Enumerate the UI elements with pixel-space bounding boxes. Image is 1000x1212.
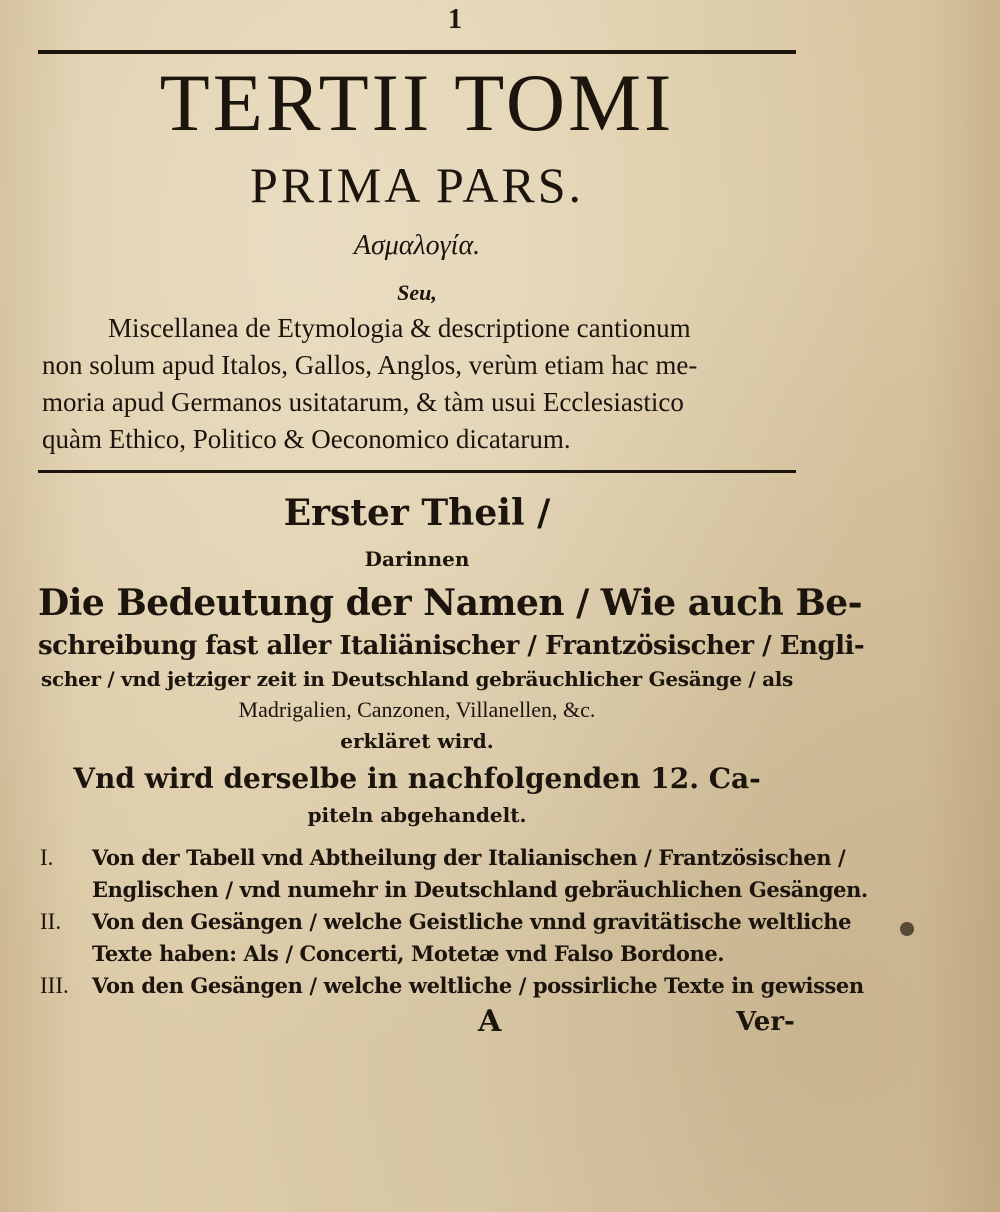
chapter-entry bbox=[40, 970, 864, 1002]
page-subtitle: PRIMA PARS. bbox=[249, 157, 585, 213]
chapter-text-line: Texte haben: Als / Concerti, Motetæ vnd Falso Bordone. bbox=[92, 941, 725, 966]
top-rule bbox=[38, 50, 796, 54]
signature-mark: A bbox=[478, 1004, 502, 1039]
german-line: Die Bedeutung der Namen / Wie auch Be- bbox=[38, 582, 863, 624]
page-title: TERTII TOMI bbox=[159, 57, 675, 148]
chapters-line: Vnd wird derselbe in nachfolgenden 12. Ca- bbox=[73, 762, 761, 795]
chapter-text-line: Von den Gesängen / welche Geistliche vnnd gravitätische weltliche bbox=[92, 909, 852, 934]
chapter-number: II. bbox=[40, 909, 62, 934]
german-line: erkläret wird. bbox=[340, 729, 494, 753]
chapter-text-line: Englischen / vnd numehr in Deutschland gebräuchlichen Gesängen. bbox=[92, 877, 868, 902]
darinnen-label: Darinnen bbox=[364, 547, 470, 571]
ink-spot bbox=[900, 922, 914, 936]
latin-line: non solum apud Italos, Gallos, Anglos, verùm etiam hac me- bbox=[42, 350, 698, 380]
chapter-text-line: Von den Gesängen / welche weltliche / possirliche Texte in gewissen bbox=[92, 973, 864, 998]
chapter-number: I. bbox=[40, 845, 54, 870]
latin-line: quàm Ethico, Politico & Oeconomico dicatarum. bbox=[42, 424, 571, 454]
chapter-number: III. bbox=[40, 973, 69, 998]
german-line-latin-terms: Madrigalien, Canzonen, Villanellen, &c. bbox=[238, 697, 596, 722]
chapter-text-line: Von der Tabell vnd Abtheilung der Italianischen / Frantzösischen / bbox=[92, 845, 846, 870]
catchword: Ver- bbox=[736, 1007, 795, 1037]
latin-description bbox=[42, 310, 798, 458]
chapters-line: piteln abgehandelt. bbox=[307, 803, 527, 827]
german-line: schreibung fast aller Italiänischer / Frantzösischer / Engli- bbox=[38, 631, 865, 661]
middle-rule bbox=[38, 470, 796, 473]
latin-line: Miscellanea de Etymologia & descriptione cantionum bbox=[108, 313, 691, 343]
seu-label: Seu, bbox=[397, 280, 437, 305]
chapter-list bbox=[40, 842, 868, 1002]
german-heading: Erster Theil / bbox=[283, 492, 551, 534]
greek-heading: Ασμαλογία. bbox=[353, 230, 481, 261]
german-line: scher / vnd jetziger zeit in Deutschland gebräuchlicher Gesänge / als bbox=[40, 667, 793, 691]
latin-line: moria apud Germanos usitatarum, & tàm usui Ecclesiastico bbox=[42, 387, 684, 417]
chapter-entry bbox=[40, 842, 868, 906]
chapter-entry bbox=[40, 906, 852, 970]
page-number: 1 bbox=[448, 4, 462, 35]
